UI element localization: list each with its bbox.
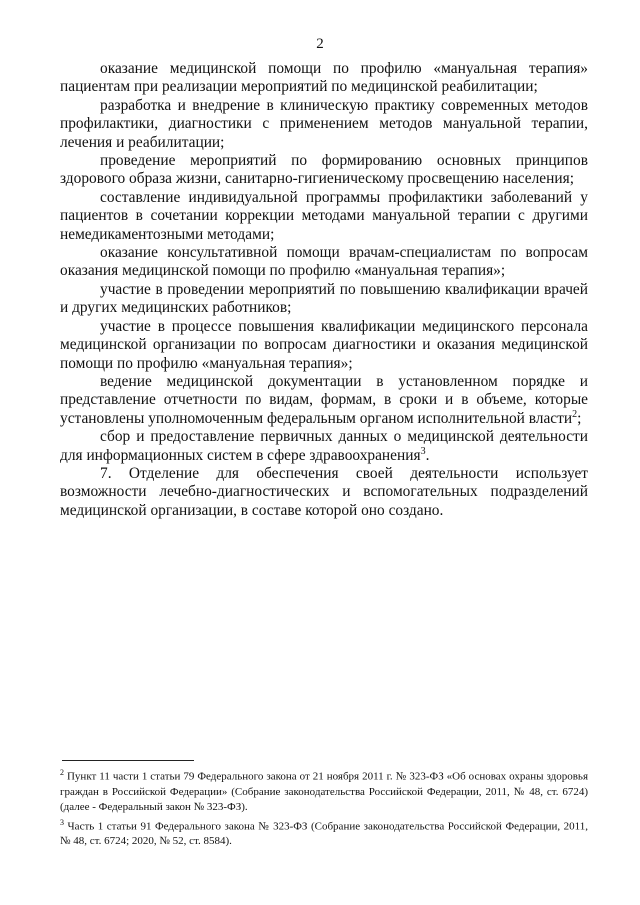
footnote-text: Часть 1 статьи 91 Федерального закона № 323-ФЗ (Собрание законодательства Российской Федерации, 2011, № 48, ст. 6724; 2020, № 52, ст. 8584).: [60, 820, 589, 848]
paragraph: проведение мероприятий по формированию основных принципов здорового образа жизни, санитарно-гигиеническому просвещению населения;: [60, 152, 588, 188]
footnote-text: Пункт 11 части 1 статьи 79 Федерального закона от 21 ноября 2011 г. № 323-ФЗ «Об основах охраны здоровья граждан в Российской Федерации» (Собрание законодательства Российской Федерации, 2011, № 48, ст. 6724) (далее - Федеральный закон № 323-ФЗ).: [60, 770, 589, 813]
paragraph: оказание медицинской помощи по профилю «мануальная терапия» пациентам при реализации мероприятий по медицинской реабилитации;: [60, 60, 588, 96]
page-number: 2: [316, 36, 324, 52]
paragraph: оказание консультативной помощи врачам-специалистам по вопросам оказания медицинской помощи по профилю «мануальная терапия»;: [60, 244, 588, 280]
document-body: [60, 60, 588, 520]
paragraph-tail: ;: [577, 409, 582, 427]
footnote-reference[interactable]: 3: [420, 445, 426, 457]
footnote-mark: 3: [60, 817, 64, 827]
footnote-reference[interactable]: 2: [572, 408, 578, 420]
footnote: [60, 765, 588, 815]
paragraph-tail: .: [425, 446, 430, 464]
paragraph: 7. Отделение для обеспечения своей деятельности использует возможности лечебно-диагностических и вспомогательных подразделений медицинской организации, в составе которой оно создано.: [60, 464, 588, 519]
paragraph: разработка и внедрение в клиническую практику современных методов профилактики, диагностики с применением методов мануальной терапии, лечения и реабилитации;: [60, 96, 588, 151]
paragraph-with-footnote: [60, 373, 588, 428]
paragraph-text: сбор и предоставление первичных данных о медицинской деятельности для информационных систем в сфере здравоохранения: [60, 428, 588, 464]
paragraph: участие в проведении мероприятий по повышению квалификации врачей и других медицинских работников;: [60, 280, 588, 317]
footnote: [60, 815, 588, 850]
paragraph-with-footnote: [60, 428, 588, 465]
footnotes: [60, 765, 588, 849]
footnote-mark: 2: [60, 768, 64, 777]
paragraph-text: ведение медицинской документации в установленном порядке и представление отчетности по видам, формам, в сроки и в объеме, которые установлены уполномоченным федеральным органом исполнительной власти: [60, 372, 588, 427]
footnote-separator: [62, 760, 194, 761]
paragraph: составление индивидуальной программы профилактики заболеваний у пациентов в сочетании коррекции методами мануальной терапии с другими немедикаментозными методами;: [60, 188, 588, 243]
paragraph: участие в процессе повышения квалификации медицинского персонала медицинской организации по вопросам диагностики и оказания медицинской помощи по профилю «мануальная терапия»;: [60, 317, 588, 372]
